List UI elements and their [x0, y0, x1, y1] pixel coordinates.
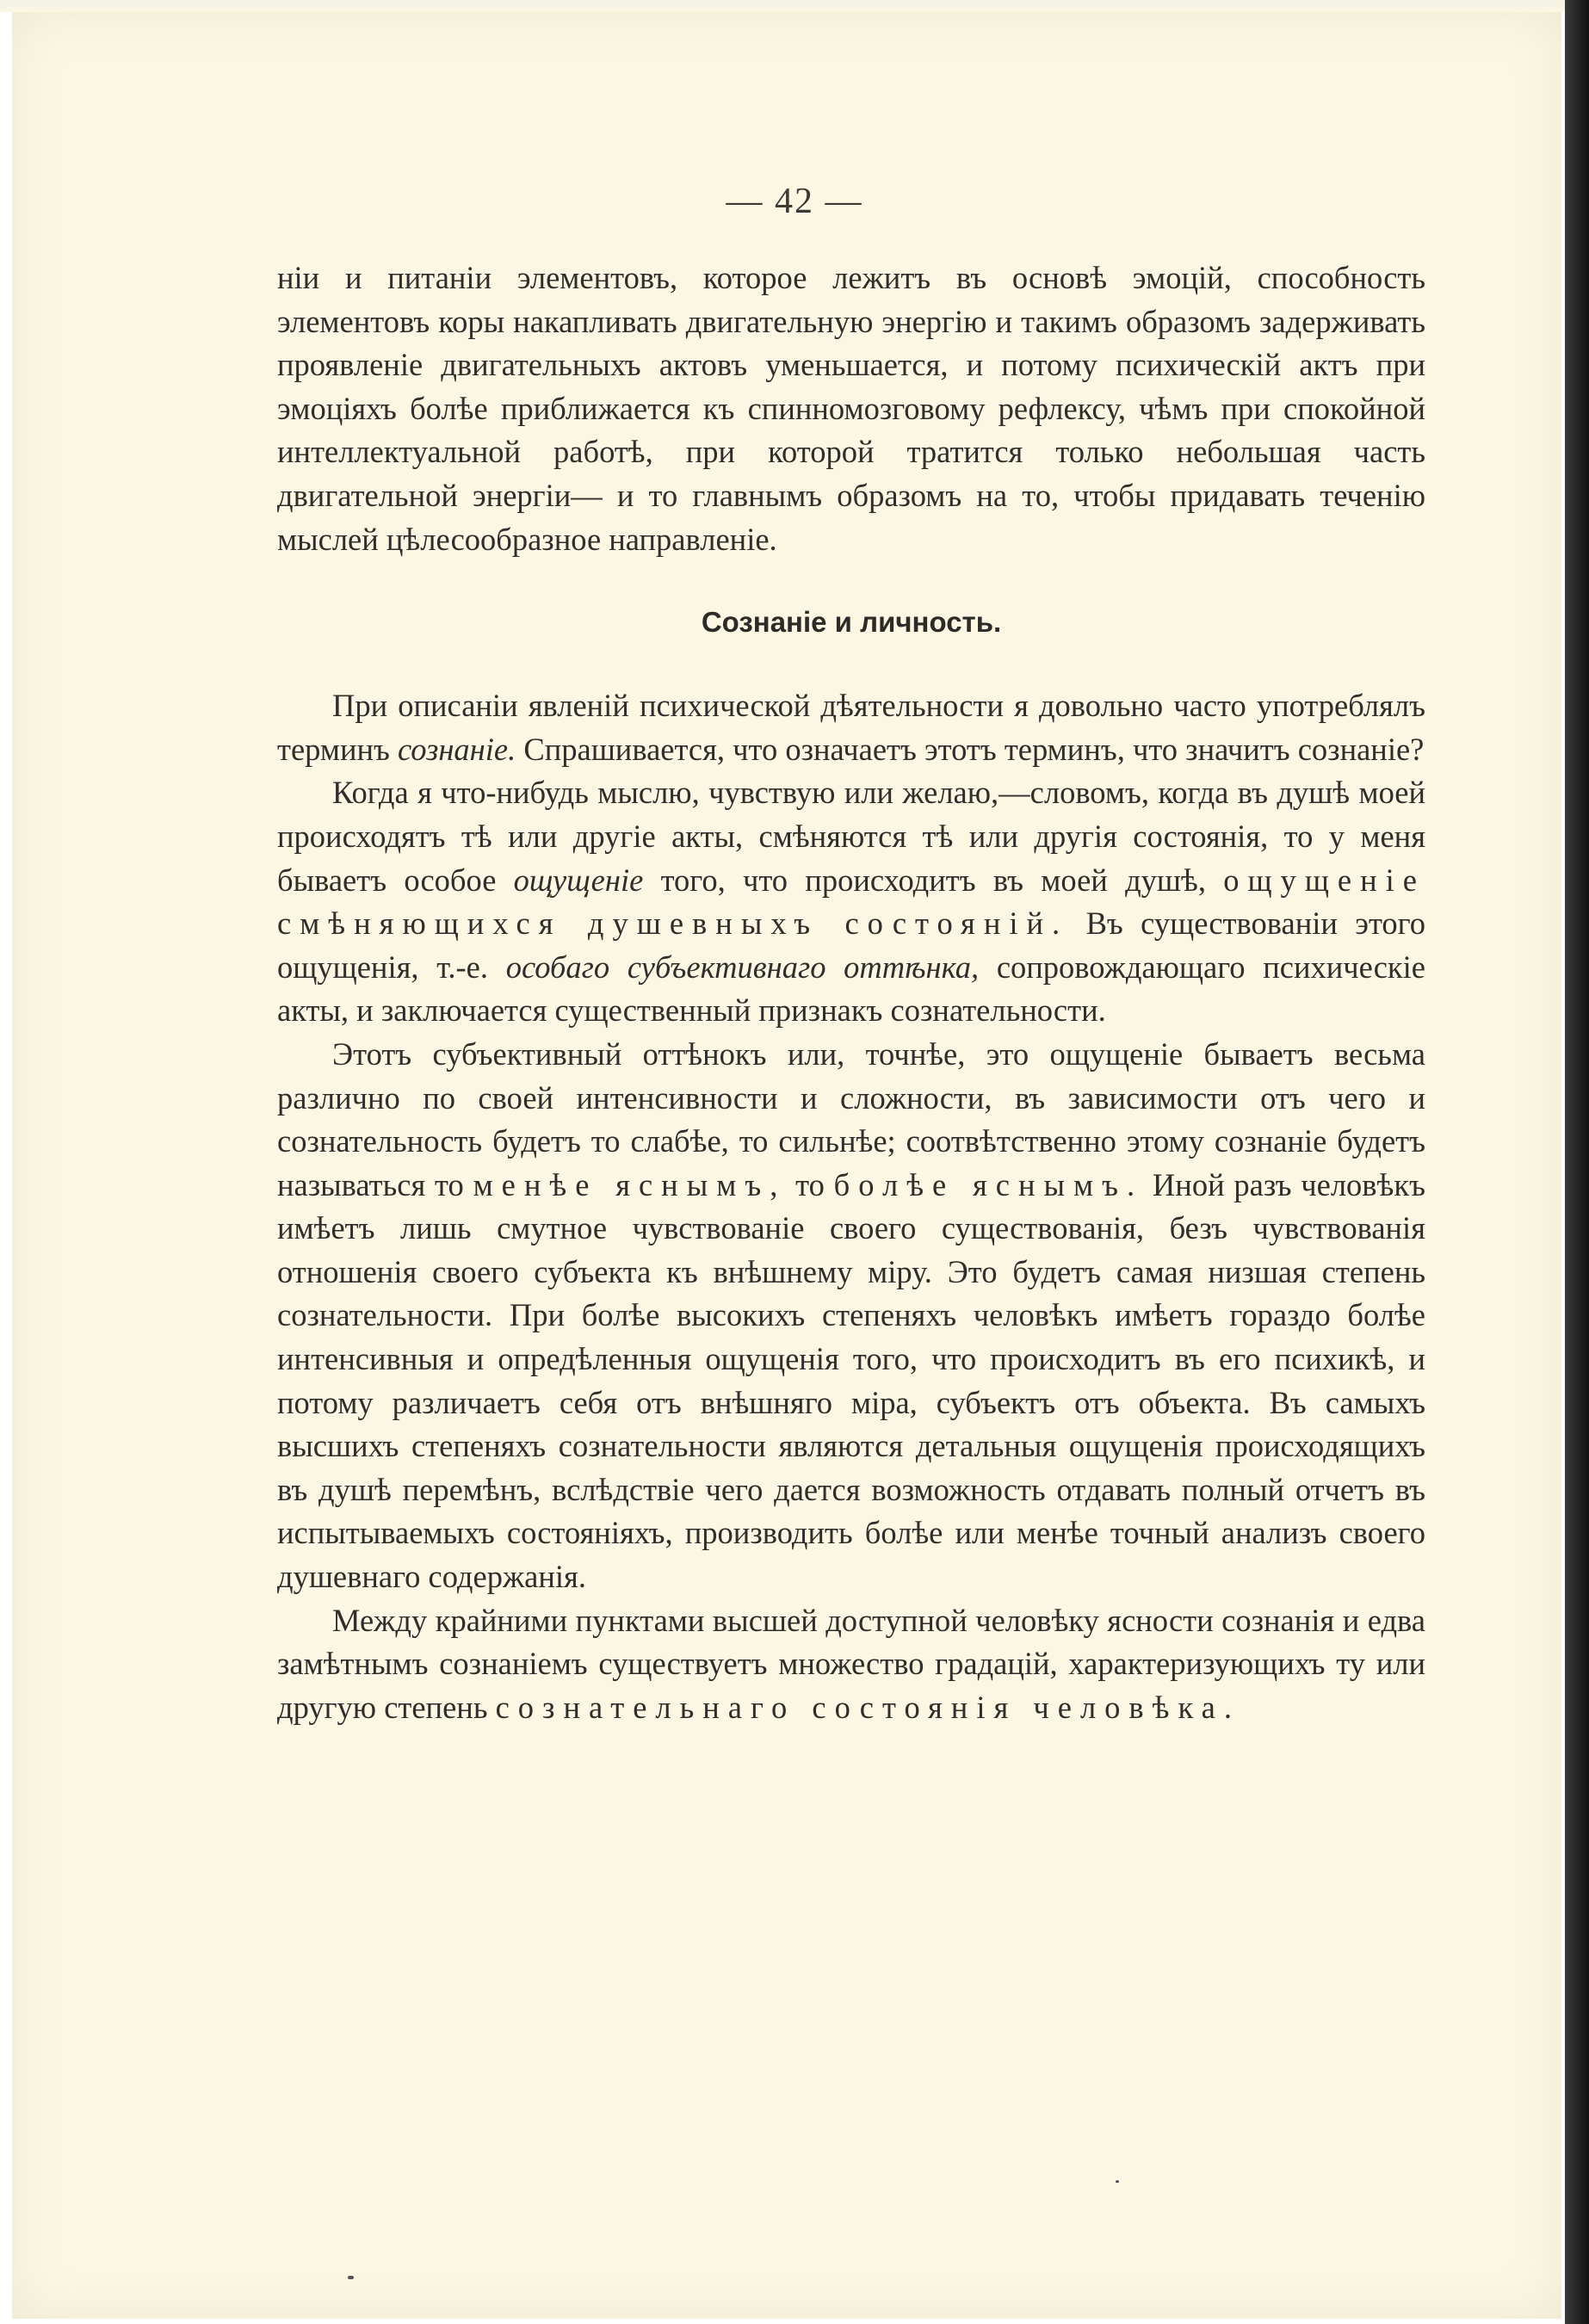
paragraph-consciousness-term [277, 684, 1425, 771]
paragraph-continuation: ніи и питаніи элементовъ, которое лежитъ въ основѣ эмоцій, способность элементовъ коры накапливать двигательную энергію и такимъ образомъ задерживать проявленіе двигательныхъ актовъ уменьшается, и потому психическій актъ при эмоціяхъ болѣе приближается къ спинномозговому рефлексу, чѣмъ при спокойной интеллектуальной работѣ, при которой тратится только небольшая часть двигательной энергіи— и то главнымъ образомъ на то, чтобы придавать теченію мыслей цѣлесообразное направленіе. [277, 260, 1425, 557]
scanner-edge [1565, 0, 1589, 2324]
italic-term: сознаніе. [398, 731, 516, 767]
spaced-emphasis: сознательнаго состоянія человѣка. [495, 1689, 1240, 1725]
spaced-emphasis: менѣе яснымъ, [473, 1166, 787, 1202]
text-run: Спрашивается, что означаетъ этотъ терминъ, что значитъ сознаніе? [516, 731, 1425, 767]
italic-term: ощущеніе [513, 862, 644, 898]
ink-speck [348, 2276, 354, 2279]
text-run: Этотъ субъективный оттѣнокъ или, точнѣе, это ощущеніе бываетъ весьма различно по своей интенсивности и сложности, въ зависимости отъ чего и сознательность будетъ то слабѣе, то сильнѣе; соотвѣтственно этому сознаніе будетъ называться то [277, 1035, 1425, 1202]
paragraph-subjective-sensation [277, 771, 1425, 1033]
page-body [277, 257, 1425, 1729]
section-heading: Сознаніе и личность. [701, 606, 1002, 639]
text-run: При описаніи явленій психической дѣятельности я довольно часто употреблялъ терминъ [277, 688, 1425, 767]
text-run: Когда я что-нибудь мыслю, чувствую или желаю,—словомъ, когда въ душѣ моей происходятъ тѣ или другіе акты, смѣняются тѣ или другія состоянія, то у меня бываетъ особое [277, 775, 1425, 898]
page-top-edge [0, 0, 1589, 12]
text-run: сопровождающаго психическіе акты, и заключается существенный признакъ сознательности. [277, 949, 1425, 1029]
page-number: — 42 — [726, 182, 863, 221]
paragraph-degrees-of-consciousness [277, 1033, 1425, 1599]
ink-speck [1116, 2180, 1119, 2183]
text-run: то [786, 1166, 834, 1202]
italic-term: особаго субъективнаго оттѣнка, [505, 949, 980, 985]
text-run: Иной разъ человѣкъ имѣетъ лишь смутное чувствованіе своего существованія, безъ чувствованія отношенія своего субъекта къ внѣшнему міру. Это будетъ самая низшая степень сознательности. При болѣе высокихъ степеняхъ человѣкъ имѣетъ гораздо болѣе интенсивныя и опредѣленныя ощущенія того, что происходитъ въ его психикѣ, и потому различаетъ себя отъ внѣшняго міра, субъектъ отъ объекта. Въ самыхъ высшихъ степеняхъ сознательности являются детальныя ощущенія происходящихъ въ душѣ перемѣнъ, вслѣдствіе чего дается возможность отдавать полный отчетъ въ испытываемыхъ состояніяхъ, производить болѣе или менѣе точный анализъ своего душевнаго содержанія. [277, 1166, 1425, 1595]
text-run: Въ существованіи этого ощущенія, т.-е. [277, 905, 1425, 985]
paragraph-gradations [277, 1599, 1425, 1730]
text-run: того, что происходитъ въ моей душѣ, [643, 862, 1224, 898]
text-run: Между крайними пунктами высшей доступной человѣку ясности сознанія и едва замѣтнымъ сознаніемъ существуетъ множество градацій, характеризующихъ ту или другую степень [277, 1602, 1425, 1725]
spaced-emphasis: болѣе яснымъ. [833, 1166, 1144, 1202]
spaced-emphasis: ощущеніе смѣняющихся душевныхъ состояній. [277, 862, 1425, 942]
